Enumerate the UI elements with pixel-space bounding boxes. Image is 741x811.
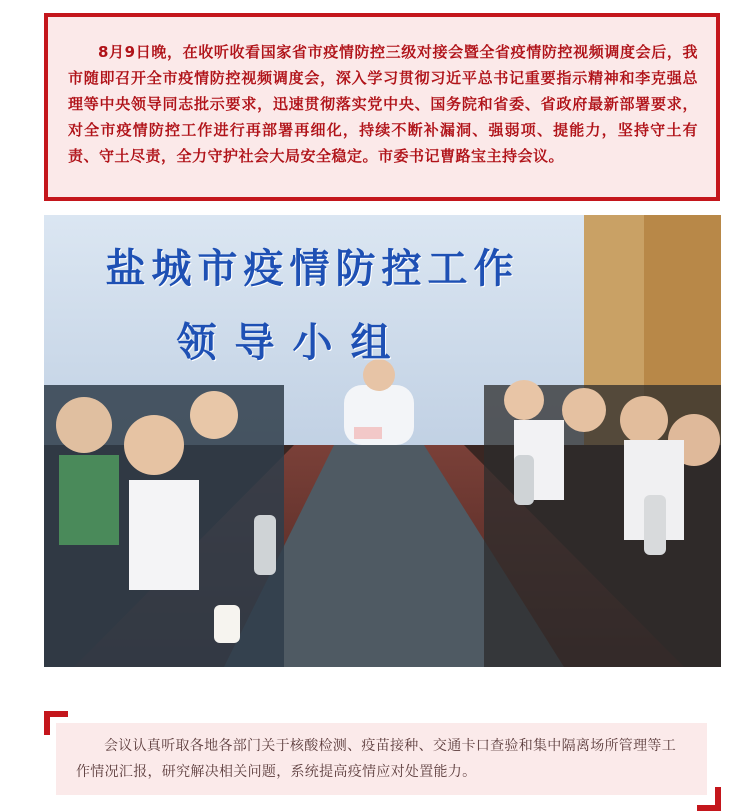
summary-box	[56, 723, 707, 795]
intro-box	[44, 13, 720, 201]
corner-bracket-bottom-right	[697, 787, 721, 811]
meeting-photo	[44, 215, 721, 667]
banner-title-line2: 领导小组	[176, 320, 409, 366]
summary-paragraph: 会议认真听取各地各部门关于核酸检测、疫苗接种、交通卡口查验和集中隔离场所管理等工作情况汇报，研究解决相关问题，系统提高疫情应对处置能力。	[76, 738, 676, 780]
banner-title-line1: 盐城市疫情防控工作	[105, 246, 520, 292]
intro-paragraph: 8月9日晚，在收听收看国家省市疫情防控三级对接会暨全省疫情防控视频调度会后，我市随即召开全市疫情防控视频调度会，深入学习贯彻习近平总书记重要指示精神和李克强总理等中央领导同志批示要求，迅速贯彻落实党中央、国务院和省委、省政府最新部署要求，对全市疫情防控工作进行再部署再细化，持续不断补漏洞、强弱项、提能力，坚持守土有责、守土尽责，全力守护社会大局安全稳定。市委书记曹路宝主持会议。	[68, 43, 698, 165]
